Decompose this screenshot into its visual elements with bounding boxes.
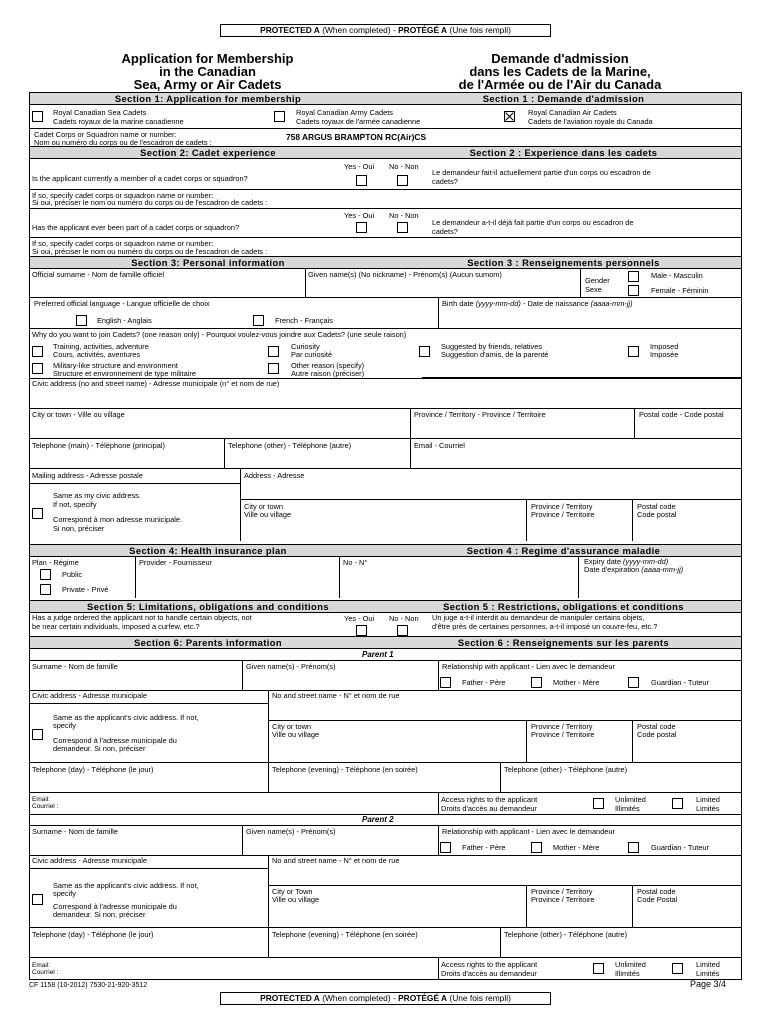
- rule: [135, 556, 136, 598]
- title-fr-line1: Demande d'admission: [491, 51, 629, 66]
- s5-question-en-1: Has a judge ordered the applicant not to handle certain objects, not: [32, 613, 252, 622]
- frame-bottom: [29, 979, 742, 980]
- rule: [29, 468, 742, 469]
- expiry-fr-text: Date d'expiration: [584, 565, 640, 574]
- p2-postal-fr: Code Postal: [637, 895, 678, 904]
- french-checkbox[interactable]: [253, 315, 264, 326]
- s5-yes-checkbox[interactable]: [356, 625, 367, 636]
- section3-header-fr: Section 3 : Renseignements personnels: [386, 257, 741, 268]
- number-label: No - N°: [343, 558, 368, 567]
- q1-en: Is the applicant currently a member of a cadet corps or squadron?: [32, 174, 248, 183]
- rule: [29, 256, 742, 257]
- male-checkbox[interactable]: [628, 271, 639, 282]
- rule: [268, 927, 269, 957]
- reason-curiosity-fr: Par curiosité: [291, 350, 333, 359]
- p2-street-label: No and street name - N° et nom de rue: [272, 856, 400, 865]
- mailing-address-label: Mailing address - Adresse postale: [32, 471, 143, 480]
- p1-father-label: Father - Père: [462, 678, 506, 687]
- rule: [29, 792, 742, 793]
- rule: [578, 556, 579, 598]
- rule: [268, 690, 269, 762]
- p2-guardian-checkbox[interactable]: [628, 842, 639, 853]
- p1-given-label: Given name(s) - Prénom(s): [246, 662, 336, 671]
- reason-other-checkbox[interactable]: [268, 363, 279, 374]
- parent2-title: Parent 2: [362, 815, 394, 824]
- rule: [29, 703, 268, 704]
- p2-surname-label: Surname - Nom de famille: [32, 827, 118, 836]
- same-as-civic-1: Same as my civic address.: [53, 491, 141, 500]
- french-label: French - Français: [275, 316, 333, 325]
- female-label: Female - Féminin: [651, 286, 709, 295]
- rule: [268, 885, 741, 886]
- protected-banner-bottom: [220, 992, 551, 1005]
- mail-postal-fr: Code postal: [637, 510, 677, 519]
- rule: [500, 762, 501, 792]
- mail-city-fr: Ville ou village: [244, 510, 292, 519]
- p1-postal-en: Postal code: [637, 722, 676, 731]
- page-number: Page 3/4: [690, 979, 727, 989]
- p2-unlimited-en: Unlimited: [615, 960, 646, 969]
- rule: [29, 544, 742, 545]
- mail-prov-fr: Province / Territoire: [531, 510, 595, 519]
- rule: [632, 499, 633, 541]
- p2-limited-en: Limited: [696, 960, 720, 969]
- q2-no-checkbox[interactable]: [397, 222, 408, 233]
- p1-same-checkbox[interactable]: [32, 729, 43, 740]
- reason-other-fr: Autre raison (préciser): [291, 369, 365, 378]
- p1-mother-label: Mother - Mère: [553, 678, 600, 687]
- same-as-civic-2: If not, specify: [53, 500, 97, 509]
- p1-guardian-label: Guardian - Tuteur: [651, 678, 709, 687]
- protected-when: (When completed): [322, 25, 391, 35]
- p2-father-checkbox[interactable]: [440, 842, 451, 853]
- p1-access-fr: Droits d'accès au demandeur: [441, 804, 537, 813]
- title-fr-line3: de l'Armée ou de l'Air du Canada: [458, 77, 662, 92]
- p1-same-3: Correspond à l'adresse municipale du: [53, 736, 177, 745]
- reason-military-checkbox[interactable]: [32, 363, 43, 374]
- p2-courriel-label: Courriel :: [32, 969, 59, 976]
- p2-postal-en: Postal code: [637, 887, 676, 896]
- p2-same-3: Correspond à l'adresse municipale du: [53, 902, 177, 911]
- reason-imposed-en: Imposed: [650, 342, 679, 351]
- expiry-fr-format: (aaaa-mm-jj): [641, 565, 684, 574]
- air-cadets-fr: Cadets de l'aviation royale du Canada: [528, 117, 653, 126]
- q2-no-label: No - Non: [389, 211, 419, 220]
- rule: [29, 208, 742, 209]
- q2-yes-label: Yes - Oui: [344, 211, 375, 220]
- given-label: Given name(s) (No nickname) - Prénom(s) (Aucun sumom): [308, 270, 502, 279]
- p1-city-en: City or town: [272, 722, 312, 731]
- corps-label-fr: Nom ou numéro du corps ou de l'escadron de cadets :: [34, 138, 212, 147]
- rule: [29, 408, 742, 409]
- parent1-title: Parent 1: [362, 650, 394, 659]
- rule: [29, 128, 742, 129]
- p1-courriel-label: Courriel :: [32, 803, 59, 810]
- rule: [632, 885, 633, 927]
- p2-limited-checkbox[interactable]: [672, 963, 683, 974]
- plan-label: Plan - Régime: [32, 558, 79, 567]
- rule: [242, 825, 243, 855]
- p1-guardian-checkbox[interactable]: [628, 677, 639, 688]
- s5-question-en-2: be near certain individuals, imposed a curfew, etc.?: [32, 622, 200, 631]
- reason-curiosity-checkbox[interactable]: [268, 346, 279, 357]
- rule: [526, 720, 527, 762]
- rule: [438, 792, 439, 814]
- private-label: Private - Privé: [62, 585, 109, 594]
- surname-label: Official surname - Nom de famille officiel: [32, 270, 164, 279]
- rule: [29, 868, 268, 869]
- reason-other-en: Other reason (specify): [291, 361, 365, 370]
- section3-header-en: Section 3: Personal information: [30, 257, 386, 268]
- rule: [29, 483, 240, 484]
- p1-unlimited-checkbox[interactable]: [593, 798, 604, 809]
- s5-question-fr-1: Un juge a-t-il interdit au demandeur de manipuler certains objets,: [432, 613, 645, 622]
- same-as-civic-4: Si non, préciser: [53, 524, 105, 533]
- why-join: Why do you want to join Cadets? (one reason only) - Pourquoi voulez-vous joindre aux Cadets? (une seule raison): [32, 330, 407, 339]
- provider-label: Provider - Fournisseur: [139, 558, 213, 567]
- rule: [268, 762, 269, 792]
- rule: [29, 636, 742, 637]
- rule: [29, 92, 742, 93]
- expiry-en-text: Expiry date: [584, 557, 621, 566]
- reason-training-en: Training, activities, adventure: [53, 342, 149, 351]
- s5-no-label: No - Non: [389, 614, 419, 623]
- army-cadets-fr: Cadets royaux de l'armée canadienne: [296, 117, 421, 126]
- protected-en: PROTECTED A: [260, 25, 320, 35]
- rule: [29, 268, 742, 269]
- section5-header-en: Section 5: Limitations, obligations and conditions: [30, 601, 386, 612]
- spec1-en: If so, specify cadet corps or squadron name or number:: [32, 191, 214, 200]
- title-fr-line2: dans les Cadets de la Marine,: [469, 64, 651, 79]
- p2-tel-other: Telephone (other) - Téléphone (autre): [504, 930, 628, 939]
- reason-training-checkbox[interactable]: [32, 346, 43, 357]
- rule: [29, 927, 742, 928]
- sea-cadets-en: Royal Canadian Sea Cadets: [53, 108, 147, 117]
- s5-yes-label: Yes - Oui: [344, 614, 375, 623]
- section2-header-fr: Section 2 : Experience dans les cadets: [386, 147, 741, 158]
- p1-father-checkbox[interactable]: [440, 677, 451, 688]
- section4-header-en: Section 4: Health insurance plan: [30, 545, 386, 556]
- rule: [240, 468, 241, 541]
- same-as-civic-3: Correspond à mon adresse municipale.: [53, 515, 182, 524]
- s5-no-checkbox[interactable]: [397, 625, 408, 636]
- birth-date-label: [442, 300, 633, 307]
- p2-unlimited-checkbox[interactable]: [593, 963, 604, 974]
- email-label: Email - Courriel: [414, 441, 465, 450]
- reason-training-fr: Cours, activités, aventures: [53, 350, 141, 359]
- rule: [224, 438, 225, 468]
- p1-surname-label: Surname - Nom de famille: [32, 662, 118, 671]
- p1-tel-other: Telephone (other) - Téléphone (autre): [504, 765, 628, 774]
- section2-header-en: Section 2: Cadet experience: [30, 147, 386, 158]
- reason-imposed-checkbox[interactable]: [628, 346, 639, 357]
- rule: [29, 328, 742, 329]
- postal-label: Postal code - Code postal: [639, 410, 724, 419]
- p2-access-fr: Droits d'accès au demandeur: [441, 969, 537, 978]
- form-number: CF 1158 (10-2012) 7530-21-920-3512: [29, 982, 148, 989]
- public-label: Public: [62, 570, 83, 579]
- q2-fr-2: cadets?: [432, 227, 458, 236]
- p2-father-label: Father - Père: [462, 843, 506, 852]
- p2-limited-fr: Limités: [696, 969, 720, 978]
- sea-cadets-checkbox[interactable]: [32, 111, 43, 122]
- q1-fr-1: Le demandeur fait-il actuellement partie d'un corps ou escadron de: [432, 168, 651, 177]
- air-cadets-en: Royal Canadian Air Cadets: [528, 108, 617, 117]
- p1-access-en: Access rights to the applicant: [441, 795, 538, 804]
- p1-tel-day: Telephone (day) - Téléphone (le jour): [32, 765, 154, 774]
- rule: [29, 189, 742, 190]
- reason-imposed-fr: Imposée: [650, 350, 679, 359]
- q2-fr-1: Le demandeur a-t-il déjà fait partie d'un corps ou escadron de: [432, 218, 634, 227]
- q1-yes-label: Yes - Oui: [344, 162, 375, 171]
- rule: [29, 825, 742, 826]
- army-cadets-en: Royal Canadian Army Cadets: [296, 108, 393, 117]
- sea-cadets-fr: Cadets royaux de la marine canadienne: [53, 117, 184, 126]
- tel-main-label: Telephone (main) - Téléphone (principal): [32, 441, 165, 450]
- language-label: Preferred official language - Langue officielle de choix: [34, 299, 210, 308]
- mail-city-en: City or town: [244, 502, 284, 511]
- protected-fr: PROTÉGÉ A: [398, 25, 448, 35]
- q1-yes-checkbox[interactable]: [356, 175, 367, 186]
- section6-header-en: Section 6: Parents information: [30, 637, 386, 648]
- p2-same-4: demandeur. Si non, préciser: [53, 910, 146, 919]
- gender-label: Gender: [585, 276, 610, 285]
- corps-value[interactable]: 758 ARGUS BRAMPTON RC(Air)CS: [286, 132, 427, 142]
- expiry-en-format: (yyyy-mm-dd): [623, 557, 669, 566]
- p2-given-label: Given name(s) - Prénom(s): [246, 827, 336, 836]
- male-label: Male - Masculin: [651, 271, 703, 280]
- rule: [268, 855, 269, 927]
- section1-header-fr: Section 1 : Demande d'admission: [386, 93, 741, 104]
- p1-mother-checkbox[interactable]: [531, 677, 542, 688]
- protected-fr-when: (Une fois rempli): [449, 25, 511, 35]
- female-checkbox[interactable]: [628, 285, 639, 296]
- tel-other-label: Telephone (other) - Téléphone (autre): [228, 441, 352, 450]
- p1-tel-eve: Telephone (evening) - Téléphone (en soirée): [272, 765, 418, 774]
- p2-mother-label: Mother - Mère: [553, 843, 600, 852]
- p1-civic-label: Civic address - Adresse municipale: [32, 691, 148, 700]
- rule: [29, 600, 742, 601]
- rule: [29, 660, 742, 661]
- section5-header-fr: Section 5 : Restrictions, obligations et conditions: [386, 601, 741, 612]
- rule: [438, 297, 439, 328]
- province-label: Province / Territory - Province / Territoire: [414, 410, 546, 419]
- rule: [268, 720, 741, 721]
- p1-limited-en: Limited: [696, 795, 720, 804]
- q1-no-label: No - Non: [389, 162, 419, 171]
- p1-same-4: demandeur. Si non, préciser: [53, 744, 146, 753]
- public-checkbox[interactable]: [40, 569, 51, 580]
- city-label: City or town - Ville ou village: [32, 410, 125, 419]
- protected-fr-when-bottom: (Une fois rempli): [449, 993, 511, 1003]
- q1-no-checkbox[interactable]: [397, 175, 408, 186]
- p2-tel-day: Telephone (day) - Téléphone (le jour): [32, 930, 154, 939]
- p2-guardian-label: Guardian - Tuteur: [651, 843, 709, 852]
- p2-civic-label: Civic address - Adresse municipale: [32, 856, 148, 865]
- rule: [438, 825, 439, 855]
- p1-limited-fr: Limités: [696, 804, 720, 813]
- rule: [305, 268, 306, 298]
- rule: [438, 957, 439, 979]
- rule: [410, 408, 411, 438]
- rule: [526, 499, 527, 541]
- rule: [29, 146, 742, 147]
- p2-prov-fr: Province / Territoire: [531, 895, 595, 904]
- rule: [438, 660, 439, 690]
- rule: [242, 660, 243, 690]
- sexe-label: Sexe: [585, 285, 602, 294]
- p2-same-1: Same as the applicant's civic address. If not,: [53, 881, 199, 890]
- frame-right: [741, 92, 742, 979]
- section4-header-fr: Section 4 : Regime d'assurance maladie: [386, 545, 741, 556]
- p2-relationship-label: Relationship with applicant - Lien avec le demandeur: [442, 827, 615, 836]
- section6-header-fr: Section 6 : Renseignements sur les parents: [386, 637, 741, 648]
- rule: [240, 499, 741, 500]
- protected-dash: -: [392, 25, 396, 35]
- birth-fr: - Date de naissance: [522, 299, 589, 308]
- p1-unlimited-fr: Illimités: [615, 804, 640, 813]
- rule: [29, 158, 742, 159]
- spec2-fr: Si oui, préciser le nom ou numéro du corps ou de l'escadron de cadets :: [32, 247, 268, 256]
- title-en-line1: Application for Membership: [121, 51, 294, 66]
- p1-relationship-label: Relationship with applicant - Lien avec le demandeur: [442, 662, 615, 671]
- q2-yes-checkbox[interactable]: [356, 222, 367, 233]
- p1-city-fr: Ville ou village: [272, 730, 320, 739]
- reason-suggested-en: Suggested by friends, relatives: [441, 342, 543, 351]
- reason-suggested-checkbox[interactable]: [419, 346, 430, 357]
- p1-postal-fr: Code postal: [637, 730, 677, 739]
- birth-en: Birth date: [442, 299, 474, 308]
- spec2-en: If so, specify cadet corps or squadron name or number:: [32, 239, 214, 248]
- p2-unlimited-fr: Illimités: [615, 969, 640, 978]
- reason-suggested-fr: Suggestion d'amis, de la parenté: [441, 350, 549, 359]
- rule: [29, 762, 742, 763]
- rule: [29, 438, 742, 439]
- birth-fr-format: (aaaa-mm-jj): [590, 299, 633, 308]
- protected-fr-bottom: PROTÉGÉ A: [398, 993, 448, 1003]
- p1-limited-checkbox[interactable]: [672, 798, 683, 809]
- p1-same-1: Same as the applicant's civic address. If not,: [53, 713, 199, 722]
- title-en-line2: in the Canadian: [159, 64, 256, 79]
- p1-prov-fr: Province / Territoire: [531, 730, 595, 739]
- rule: [634, 408, 635, 438]
- army-cadets-checkbox[interactable]: [274, 111, 285, 122]
- reason-military-fr: Structure et environnement de type militaire: [53, 369, 196, 378]
- p2-city-fr: Ville ou village: [272, 895, 320, 904]
- civic-address-label: Civic address (no and street name) - Adresse municipale (n° et nom de rue): [32, 379, 280, 388]
- title-en: [60, 52, 355, 91]
- p2-tel-eve: Telephone (evening) - Téléphone (en soirée): [272, 930, 418, 939]
- birth-en-format: (yyyy-mm-dd): [475, 299, 521, 308]
- s5-question-fr-2: d'être près de certaines personnes, a-t-il imposé un couvre-feu, etc.?: [432, 622, 658, 631]
- address-label: Address - Adresse: [244, 471, 305, 480]
- private-checkbox[interactable]: [40, 584, 51, 595]
- title-en-line3: Sea, Army or Air Cadets: [133, 77, 282, 92]
- q1-fr-2: cadets?: [432, 177, 458, 186]
- p1-unlimited-en: Unlimited: [615, 795, 646, 804]
- mail-postal-en: Postal code: [637, 502, 676, 511]
- p2-prov-en: Province / Territory: [531, 887, 593, 896]
- rule: [526, 885, 527, 927]
- protected-en-bottom: PROTECTED A: [260, 993, 320, 1003]
- air-cadets-checkbox-checked[interactable]: [504, 111, 515, 122]
- p2-city-en: City or Town: [272, 887, 313, 896]
- spec1-fr: Si oui, préciser le nom ou numéro du corps ou de l'escadron de cadets :: [32, 198, 268, 207]
- p1-email-label: Email:: [32, 796, 51, 803]
- p1-same-2: specify: [53, 721, 77, 730]
- rule: [410, 438, 411, 468]
- expiry-fr: [584, 566, 683, 573]
- protected-banner-top: [220, 24, 551, 37]
- p1-street-label: No and street name - N° et nom de rue: [272, 691, 400, 700]
- q2-en: Has the applicant ever been part of a cadet corps or squadron?: [32, 223, 240, 232]
- protected-dash-bottom: -: [392, 993, 396, 1003]
- rule: [29, 297, 742, 298]
- rule: [29, 237, 742, 238]
- p2-access-en: Access rights to the applicant: [441, 960, 538, 969]
- rule: [29, 104, 742, 105]
- reason-military-en: Military-like structure and environment: [53, 361, 178, 370]
- corps-label-en: Cadet Corps or Squadron name or number:: [34, 130, 177, 139]
- rule: [632, 720, 633, 762]
- mail-prov-en: Province / Territory: [531, 502, 593, 511]
- rule: [339, 556, 340, 598]
- p2-same-2: specify: [53, 889, 77, 898]
- frame-left: [29, 92, 30, 979]
- protected-when-bottom: (When completed): [322, 993, 391, 1003]
- rule: [29, 957, 742, 958]
- same-as-civic-checkbox[interactable]: [32, 508, 43, 519]
- p2-mother-checkbox[interactable]: [531, 842, 542, 853]
- section1-header-en: Section 1: Application for membership: [30, 93, 386, 104]
- p1-prov-en: Province / Territory: [531, 722, 593, 731]
- rule: [500, 927, 501, 957]
- title-fr: [410, 52, 710, 91]
- reason-curiosity-en: Curiosity: [291, 342, 320, 351]
- rule: [29, 648, 742, 649]
- english-checkbox[interactable]: [76, 315, 87, 326]
- english-label: English - Anglais: [97, 316, 152, 325]
- p2-email-label: Email:: [32, 962, 51, 969]
- rule: [580, 268, 581, 298]
- p2-same-checkbox[interactable]: [32, 894, 43, 905]
